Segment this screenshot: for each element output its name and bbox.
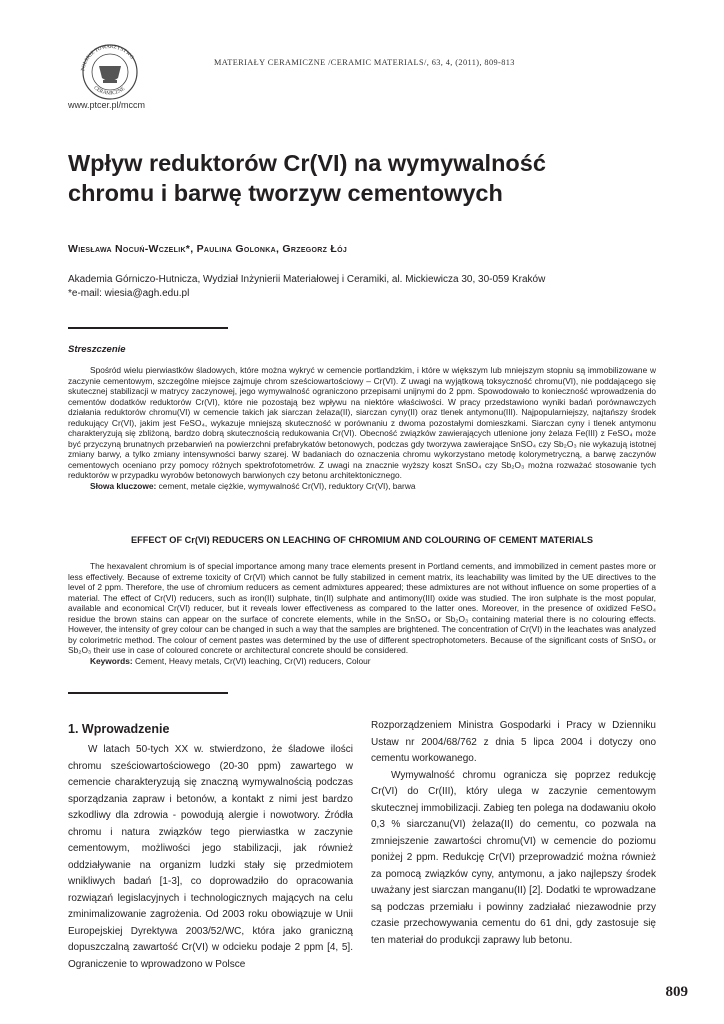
abstract-text: Spośród wielu pierwiastków śladowych, które można wykryć w cemencie portlandzkim, i które w większym lub mniejszym stopniu są immobilizowane w zaczynie cementowym, szczególne miejsce zajmuje chrom sześciowartościowy – Cr(VI). Z uwagi na wyjątkową toksyczność chromu(VI), nie poddającego się skutecznej stabilizacji w matrycy zaczynowej, jego wymywalność ograniczono przepisami unijnymi do 2 ppm. Spowodowało to konieczność wprowadzenia do cementów dodatków reduktorów Cr(VI), które nie pozostają bez wpływu na niektóre właściwości. W pracy przedstawiono wyniki badań porównawczych działania reduktorów chromu(VI) w cemencie takich jak siarczan żelaza(II), siarczan cyny(II) oraz tlenek antymonu(III). Najpopularniejszy, najtańszy środek redukujący Cr(VI), jakim jest FeSO₄, wykazuje mniejszą skuteczność w porównaniu z dwoma pozostałymi domieszkami. Siarczan cyny i tlenek antymonu charakteryzują się zbliżoną, bardzo dobrą skutecznością redukowania Cr(VI). Obecność związków zawierających utlenione jony żelaza Fe(III) z FeSO₄ może być przyczyną brunatnych przebarwień na powierzchni prefabrykatów betonowych, podczas gdy tworzywa zawierające SnSO₄ czy Sb₂O₃ nie wykazują istotnej zmiany barwy, a tylko zmiany intensywności barwy szarej. W badaniach do oznaczenia chromu wykorzystano metodę kolorymetryczną, a barwę zaczynów cementowych oceniano przy pomocy różnych spektrofotometrów. Z uwagi na znacznie wyższy koszt SnSO₄ czy Sb₂O₃ można rozważać stosowanie tych reduktorów w przypadku wyrobów betonowych barwionych czy betonu architektonicznego. [68, 365, 656, 480]
keywords-en: Keywords: Cement, Heavy metals, Cr(VI) leaching, Cr(VI) reducers, Colour [90, 655, 371, 666]
abstract-heading: Streszczenie [68, 344, 126, 355]
divider [68, 692, 228, 694]
right-column [371, 718, 656, 949]
contact-email: *e-mail: wiesia@agh.edu.pl [68, 288, 190, 299]
affiliation: Akademia Górniczo-Hutnicza, Wydział Inżynierii Materiałowej i Ceramiki, al. Mickiewicza 30, 30-059 Kraków [68, 274, 546, 285]
svg-text:POLSKIE TOWARZYSTWO: POLSKIE TOWARZYSTWO [80, 43, 135, 72]
page-number: 809 [665, 984, 688, 1000]
section-heading: 1. Wprowadzenie [68, 722, 170, 736]
english-title: EFFECT OF Cr(VI) REDUCERS ON LEACHING OF CHROMIUM AND COLOURING OF CEMENT MATERIALS [131, 535, 593, 545]
abstract-text-en: The hexavalent chromium is of special importance among many trace elements present in Portland cements, and immobilized in cement pastes more or less effectively. Because of extreme toxicity of Cr(VI) which cannot be fully stabilized in cement matrix, its leachability was limited by the UE directives to the level of 2 ppm. Therefore, the use of chromium reducers as cement admixtures appeared; these admixtures are not without influence on some properties of a material. The effect of Cr(VI) reducers, such as iron(II) sulphate, tin(II) sulphate and antimony(III) oxide was studied. The iron sulphate is the most popular, available and economical Cr(VI) reducer, but it reveals lower effectiveness as compared to the latter ones. Moreover, in the presence of oxidized FeSO₄ residue the brown stains can appear on the surface of concrete elements, while in the SnSO₄ or Sb₂O₃ containing material there is no colouring effects. However, the intensity of grey colour can be changed in such a way that the samples are brightened. The concentration of Cr(VI) in the leachates was analyzed by colorimetric method. The colour of cement pastes was determined by the use of different spectrophotometers. Because of the significant costs of SnSO₄ or Sb₂O₃ their use in case of coloured concrete or architectural concrete should be considered. [68, 561, 656, 655]
article-title: Wpływ reduktorów Cr(VI) na wymywalność chromu i barwę tworzyw cementowych [68, 150, 546, 206]
divider [68, 327, 228, 329]
left-column [68, 742, 353, 973]
society-logo [70, 40, 150, 100]
journal-url[interactable]: www.ptcer.pl/mccm [68, 100, 146, 110]
affiliation-block [68, 273, 668, 301]
keywords-pl: Słowa kluczowe: cement, metale ciężkie, wymywalność Cr(VI), reduktory Cr(VI), barwa [90, 480, 416, 491]
paragraph: Rozporządzeniem Ministra Gospodarki i Pracy w Dzienniku Ustaw nr 2004/68/762 z dnia 5 lipca 2004 i dotyczy ono cementu workowanego. [371, 720, 656, 764]
journal-citation: MATERIAŁY CERAMICZNE /CERAMIC MATERIALS/, 63, 4, (2011), 809-813 [214, 58, 515, 67]
paragraph: W latach 50-tych XX w. stwierdzono, że śladowe ilości chromu sześciowartościowego (20-30 ppm) zawartego w cemencie charakteryzują się znaczną wymywalnością podczas sporządzania zapraw i betonów, a kontakt z nimi jest bardzo szkodliwy dla zdrowia - powodują alergie i nowotwory. Źródła chromu i natura związków tego pierwiastka w zaczynie cementowym, możliwości jego stabilizacji, jak również oddziaływanie na organizm ludzki stały się przedmiotem wnikliwych badań [1-3], co doprowadziło do opracowania rozwiązań legislacyjnych i technologicznych mających na celu zminimalizowanie zagrożenia. Od 2003 roku obowiązuje w Unii Europejskiej Dyrektywa 2003/52/WC, która jako graniczną dopuszczalną zawartość Cr(VI) w odcieku podaje 2 ppm [4, 5]. Ograniczenie to wprowadzono w Polsce [68, 744, 353, 970]
svg-text:CERAMICZNE: CERAMICZNE [92, 85, 127, 97]
abstract-en [68, 561, 656, 666]
authors: Wiesława Nocuń-Wczelik*, Paulina Golonka, Grzegorz Łój [68, 243, 348, 255]
abstract-pl [68, 365, 656, 491]
paragraph: Wymywalność chromu ogranicza się poprzez redukcję Cr(VI) do Cr(III), który ulega w zaczynie cementowym skutecznej immobilizacji. Zabieg ten polega na dodawaniu około 0,3 % siarczanu(VI) żelaza(II) do cementu, co pozwala na zmniejszenie zawartości chromu(VI) w cemencie do poziomu poniżej 2 ppm. Redukcję Cr(VI) przeprowadzić można również za pomocą związków cyny, antymonu, a jako najlepszy środek uważany jest siarczan manganu(II) [2]. Dodatki te wprowadzane są podczas przemiału i powinny zadziałać niezawodnie przy czasie przechowywania cementu do 61 dni, gdy zastosuje się ten materiał do produkcji zaprawy lub betonu. [371, 769, 656, 946]
